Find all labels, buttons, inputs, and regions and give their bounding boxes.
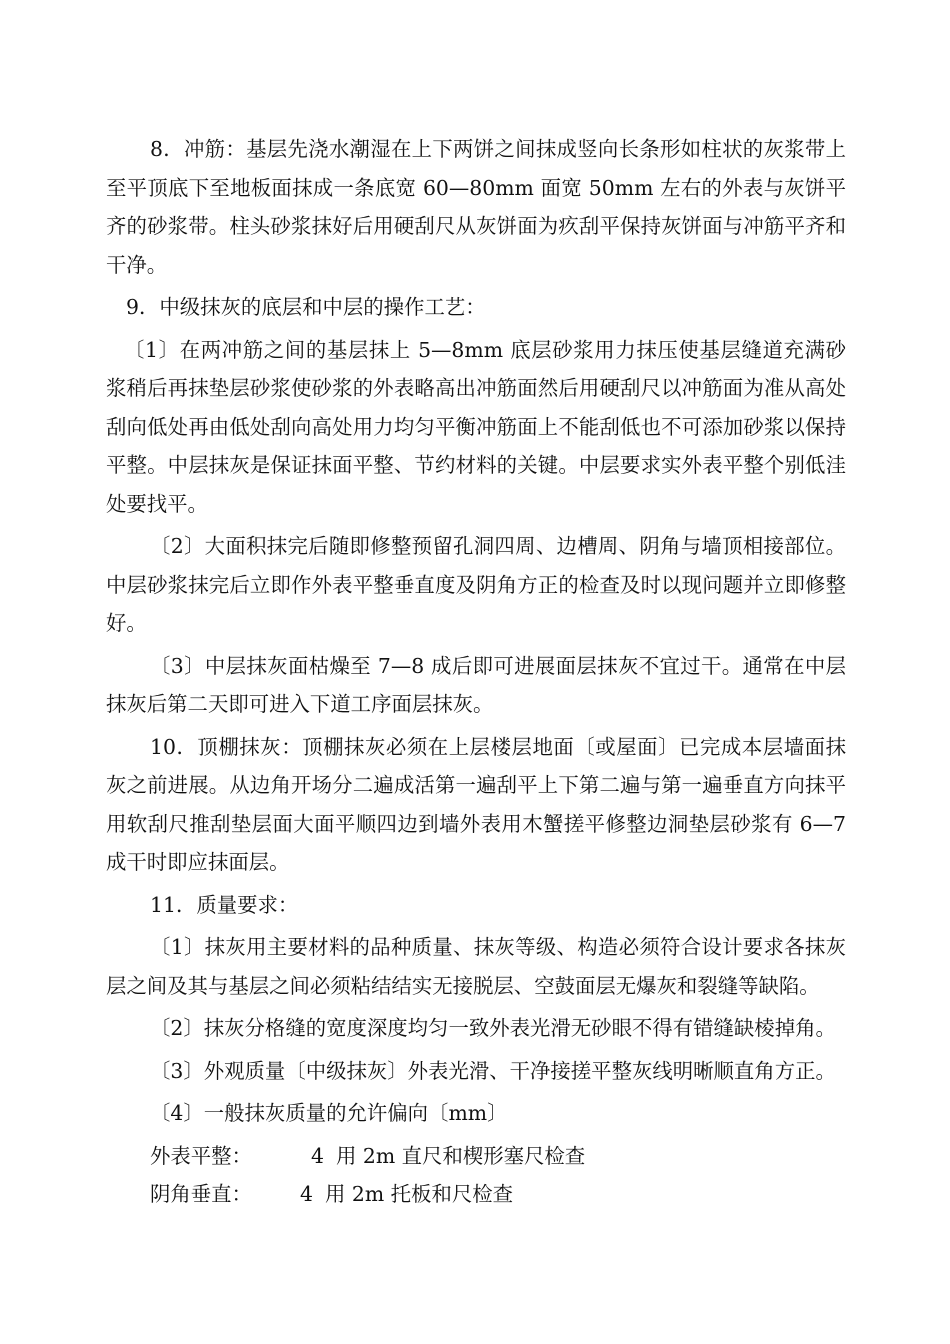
paragraph-item-8-punching: 8．冲筋：基层先浇水潮湿在上下两饼之间抹成竖向长条形如柱状的灰浆带上至平顶底下至地板面抹成一条底宽 60—80mm 面宽 50mm 左右的外表与灰饼平齐的砂浆带。柱头砂浆抹好后用硬刮尺从灰饼面为疚刮平保持灰饼面与冲筋平齐和干净。	[106, 137, 846, 277]
paragraph-item-11-req-2: 〔2〕抹灰分格缝的宽度深度均匀一致外表光滑无砂眼不得有错缝缺棱掉角。	[150, 1016, 836, 1040]
paragraph-item-9-step-3: 〔3〕中层抹灰面枯燥至 7—8 成后即可进展面层抹灰不宜过干。通常在中层抹灰后第二天即可进入下道工序面层抹灰。	[106, 653, 846, 716]
tolerance-row	[106, 1175, 846, 1214]
paragraph-item-9-step-1: 〔1〕在两冲筋之间的基层抹上 5—8mm 底层砂浆用力抹压使基层缝道充满砂浆稍后再抹垫层砂浆使砂浆的外表略高出冲筋面然后用硬刮尺以冲筋面为准从高处刮向低处再由低处刮向高处用力均匀平衡冲筋面上不能刮低也不可添加砂浆以保持平整。中层抹灰是保证抹面平整、节约材料的关键。中层要求实外表平整个别低洼处要找平。	[106, 337, 846, 516]
paragraph-item-9-step-2: 〔2〕大面积抹完后随即修整预留孔洞四周、边槽周、阴角与墙顶相接部位。中层砂浆抹完后立即作外表平整垂直度及阴角方正的检查及时以现问题并立即修整好。	[106, 534, 846, 635]
paragraph-item-11-req-4: 〔4〕一般抹灰质量的允许偏向〔mm〕	[150, 1101, 508, 1125]
paragraph-item-10-ceiling: 10．顶棚抹灰：顶棚抹灰必须在上层楼层地面〔或屋面〕已完成本层墙面抹灰之前进展。从边角开场分二遍成活第一遍刮平上下第二遍与第一遍垂直方向抹平用软刮尺推刮垫层面大面平顺四边到墙外表用木蟹搓平修整边洞垫层砂浆有 6—7 成干时即应抹面层。	[106, 734, 846, 874]
document-body	[106, 130, 846, 1214]
tolerance-value: 4	[311, 1143, 324, 1168]
tolerance-row	[106, 1137, 846, 1176]
paragraph-item-11-req-3: 〔3〕外观质量〔中级抹灰〕外表光滑、干净接搓平整灰线明晰顺直角方正。	[150, 1058, 836, 1083]
tolerance-value: 4	[300, 1182, 313, 1206]
paragraph-item-11-req-1: 〔1〕抹灰用主要材料的品种质量、抹灰等级、构造必须符合设计要求各抹灰层之间及其与基层之间必须粘结结实无接脱层、空鼓面层无爆灰和裂缝等缺陷。	[106, 935, 846, 998]
paragraph-item-9-heading: 9．中级抹灰的底层和中层的操作工艺：	[126, 295, 486, 319]
tolerance-item: 外表平整：	[150, 1143, 252, 1168]
paragraph-item-11-heading: 11．质量要求：	[150, 892, 299, 917]
tolerance-method: 用 2m 直尺和楔形塞尺检查	[336, 1143, 586, 1168]
tolerance-method: 用 2m 托板和尺检查	[325, 1182, 514, 1206]
tolerance-item: 阴角垂直：	[150, 1182, 252, 1206]
